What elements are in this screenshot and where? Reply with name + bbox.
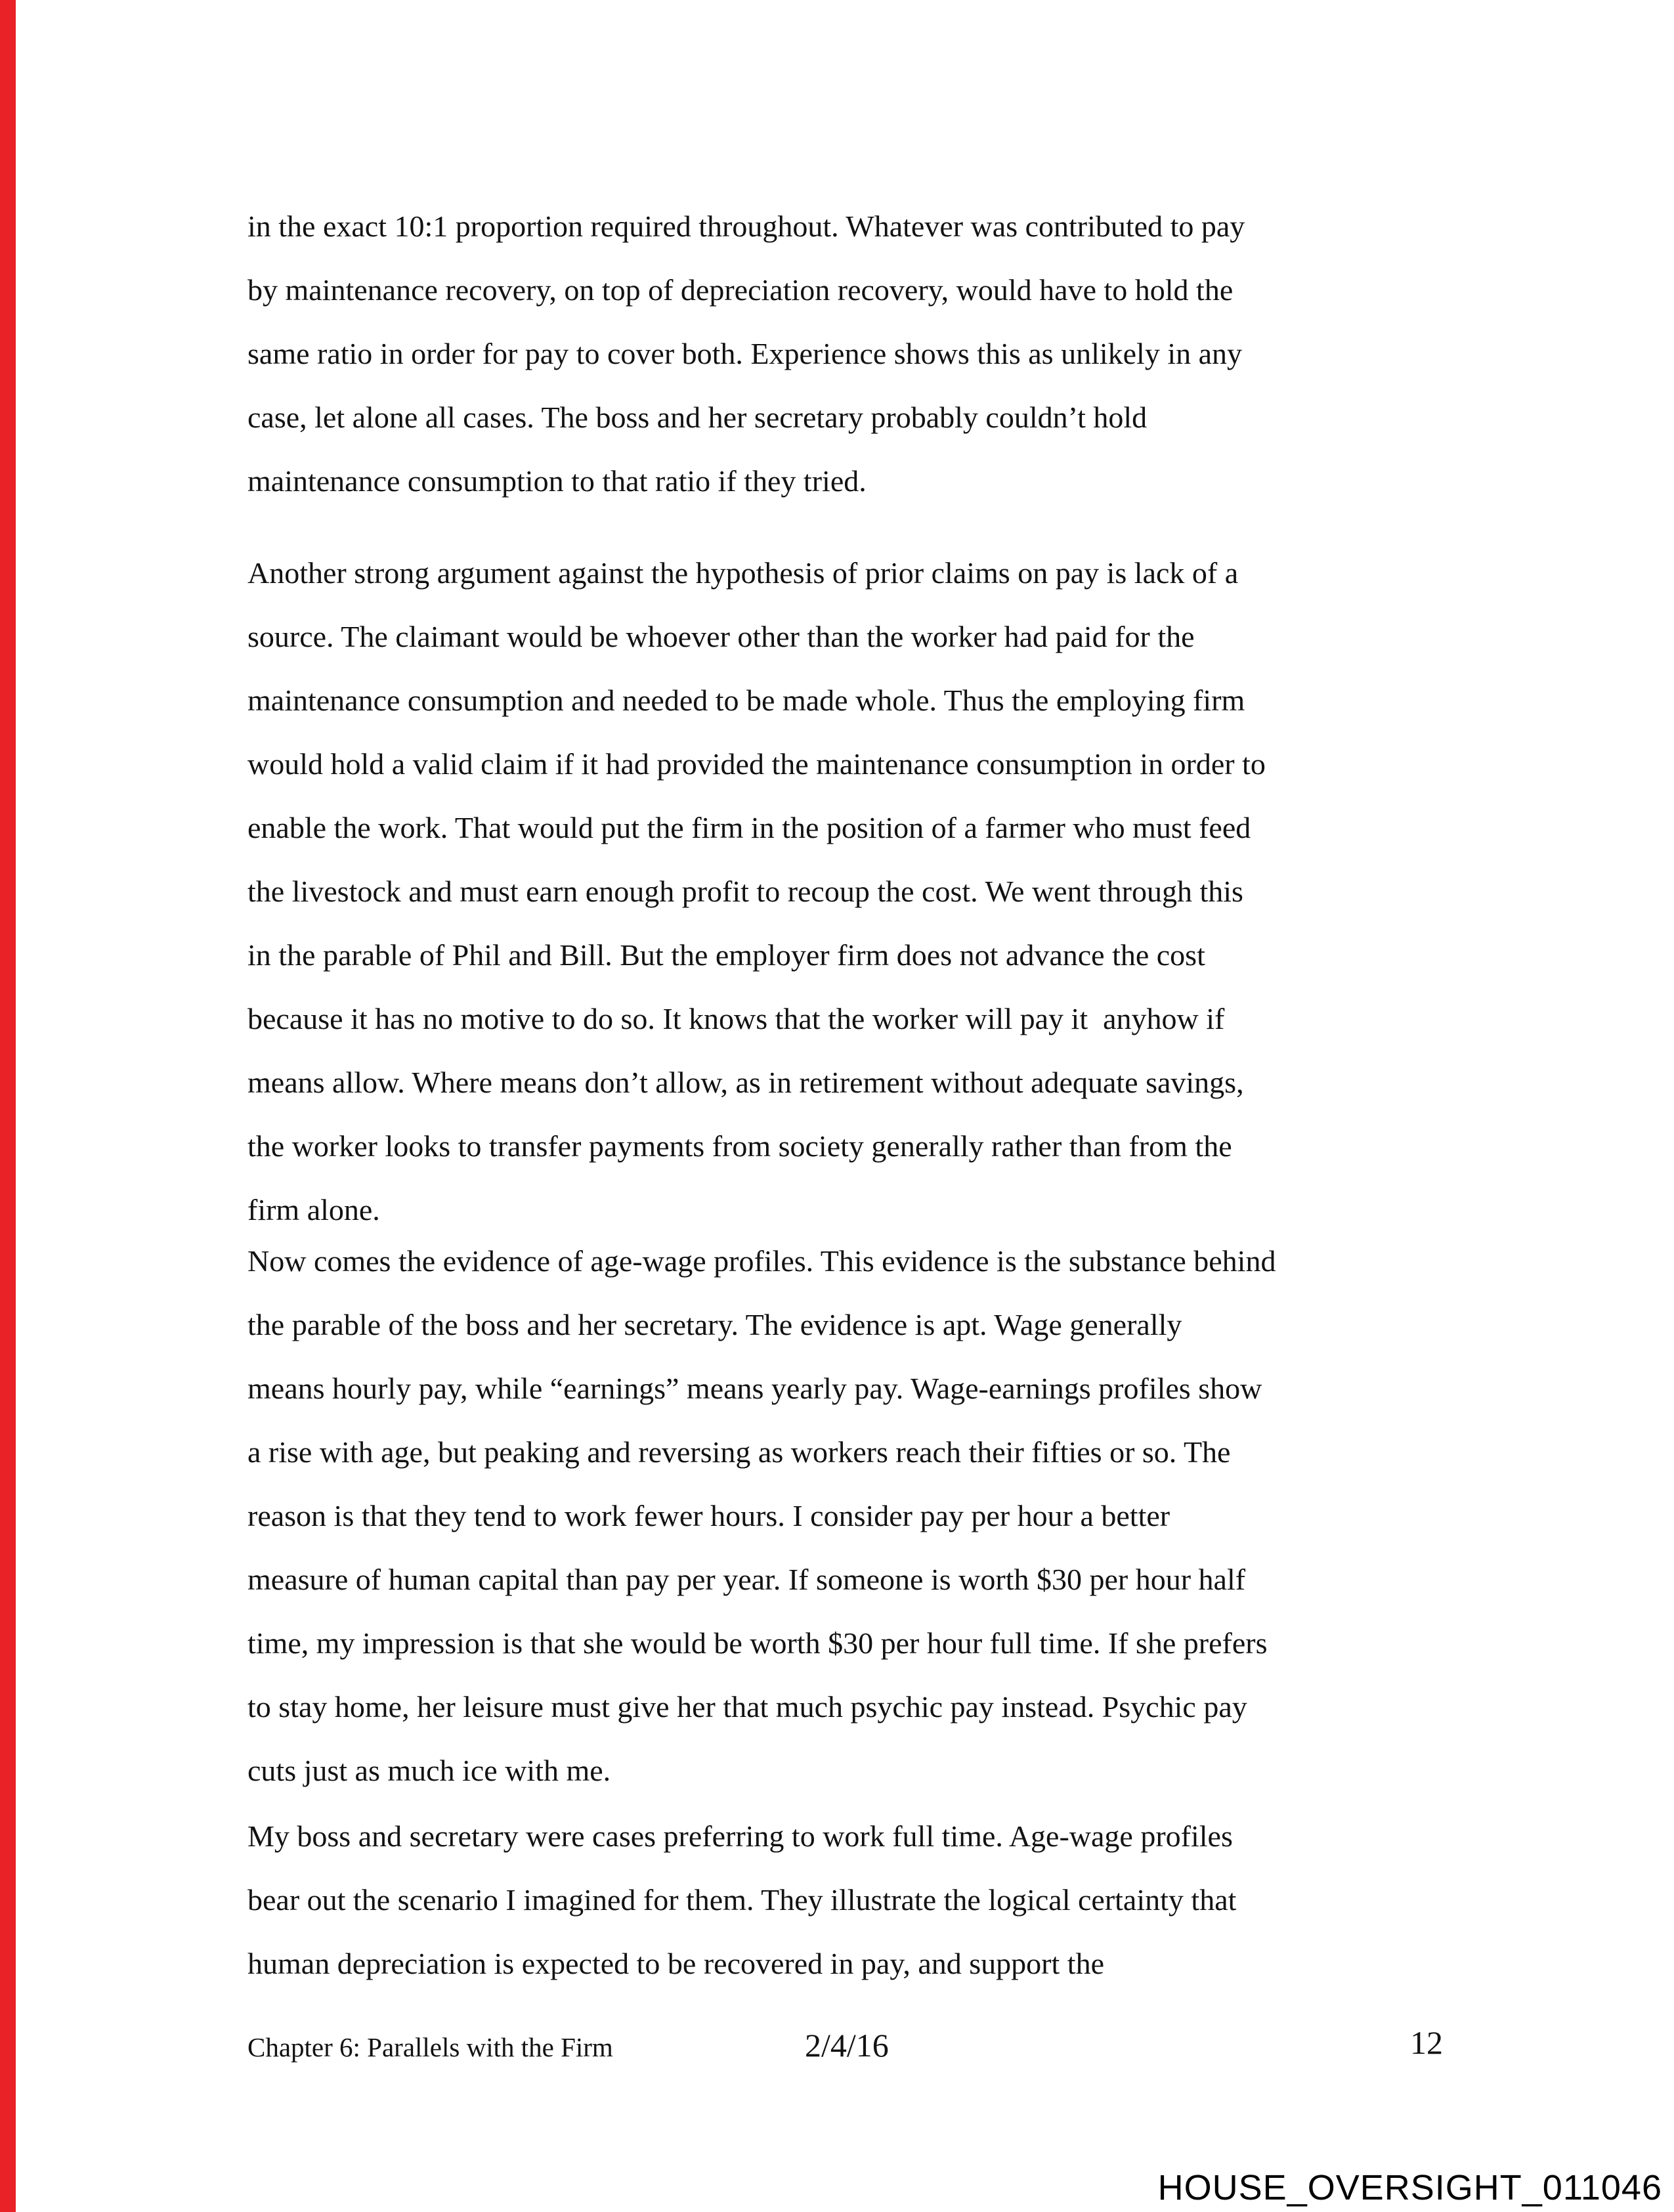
text-line: means hourly pay, while “earnings” means yearly pay. Wage-earnings profiles show [247,1372,1262,1405]
text-line: maintenance consumption to that ratio if they tried. [247,464,867,498]
body-paragraph-2 [247,541,1266,1242]
text-line: Now comes the evidence of age-wage profiles. This evidence is the substance behind [247,1244,1276,1278]
text-line: firm alone. [247,1193,380,1226]
text-line: means allow. Where means don’t allow, as in retirement without adequate savings, [247,1066,1244,1099]
text-line: case, let alone all cases. The boss and her secretary probably couldn’t hold [247,401,1148,434]
body-paragraph-4 [247,1804,1236,1995]
text-line: the parable of the boss and her secretary. The evidence is apt. Wage generally [247,1308,1182,1341]
red-scan-edge-stripe [0,0,16,2212]
text-line: to stay home, her leisure must give her that much psychic pay instead. Psychic pay [247,1690,1247,1724]
text-line: a rise with age, but peaking and reversing as workers reach their fifties or so. The [247,1435,1231,1469]
text-line: cuts just as much ice with me. [247,1754,611,1787]
text-line: reason is that they tend to work fewer hours. I consider pay per hour a better [247,1499,1170,1532]
text-line: would hold a valid claim if it had provided the maintenance consumption in order to [247,747,1266,781]
text-line: by maintenance recovery, on top of depreciation recovery, would have to hold the [247,273,1234,307]
body-paragraph-1 [247,194,1245,513]
text-line: source. The claimant would be whoever other than the worker had paid for the [247,620,1195,653]
text-line: human depreciation is expected to be recovered in pay, and support the [247,1947,1104,1980]
text-line: because it has no motive to do so. It knows that the worker will pay it anyhow if [247,1002,1225,1035]
text-line: same ratio in order for pay to cover both. Experience shows this as unlikely in any [247,337,1243,370]
text-line: in the exact 10:1 proportion required throughout. Whatever was contributed to pay [247,209,1245,243]
text-line: the worker looks to transfer payments from society generally rather than from the [247,1129,1232,1163]
text-line: enable the work. That would put the firm in the position of a farmer who must feed [247,811,1251,844]
text-line: bear out the scenario I imagined for them. They illustrate the logical certainty that [247,1883,1237,1917]
text-line: maintenance consumption and needed to be made whole. Thus the employing firm [247,683,1245,717]
footer-page-number: 12 [1410,2024,1443,2061]
text-line: measure of human capital than pay per year. If someone is worth $30 per hour half [247,1563,1246,1596]
text-line: Another strong argument against the hypothesis of prior claims on pay is lack of a [247,556,1239,590]
text-line: time, my impression is that she would be worth $30 per hour full time. If she prefers [247,1626,1268,1660]
body-paragraph-3 [247,1229,1276,1802]
footer-chapter-label: Chapter 6: Parallels with the Firm [247,2032,613,2062]
text-line: the livestock and must earn enough profit to recoup the cost. We went through this [247,875,1243,908]
bates-number-stamp: HOUSE_OVERSIGHT_011046 [1157,2168,1662,2207]
text-line: My boss and secretary were cases preferring to work full time. Age-wage profiles [247,1819,1233,1853]
footer-date: 2/4/16 [805,2027,889,2064]
text-line: in the parable of Phil and Bill. But the employer firm does not advance the cost [247,938,1205,972]
